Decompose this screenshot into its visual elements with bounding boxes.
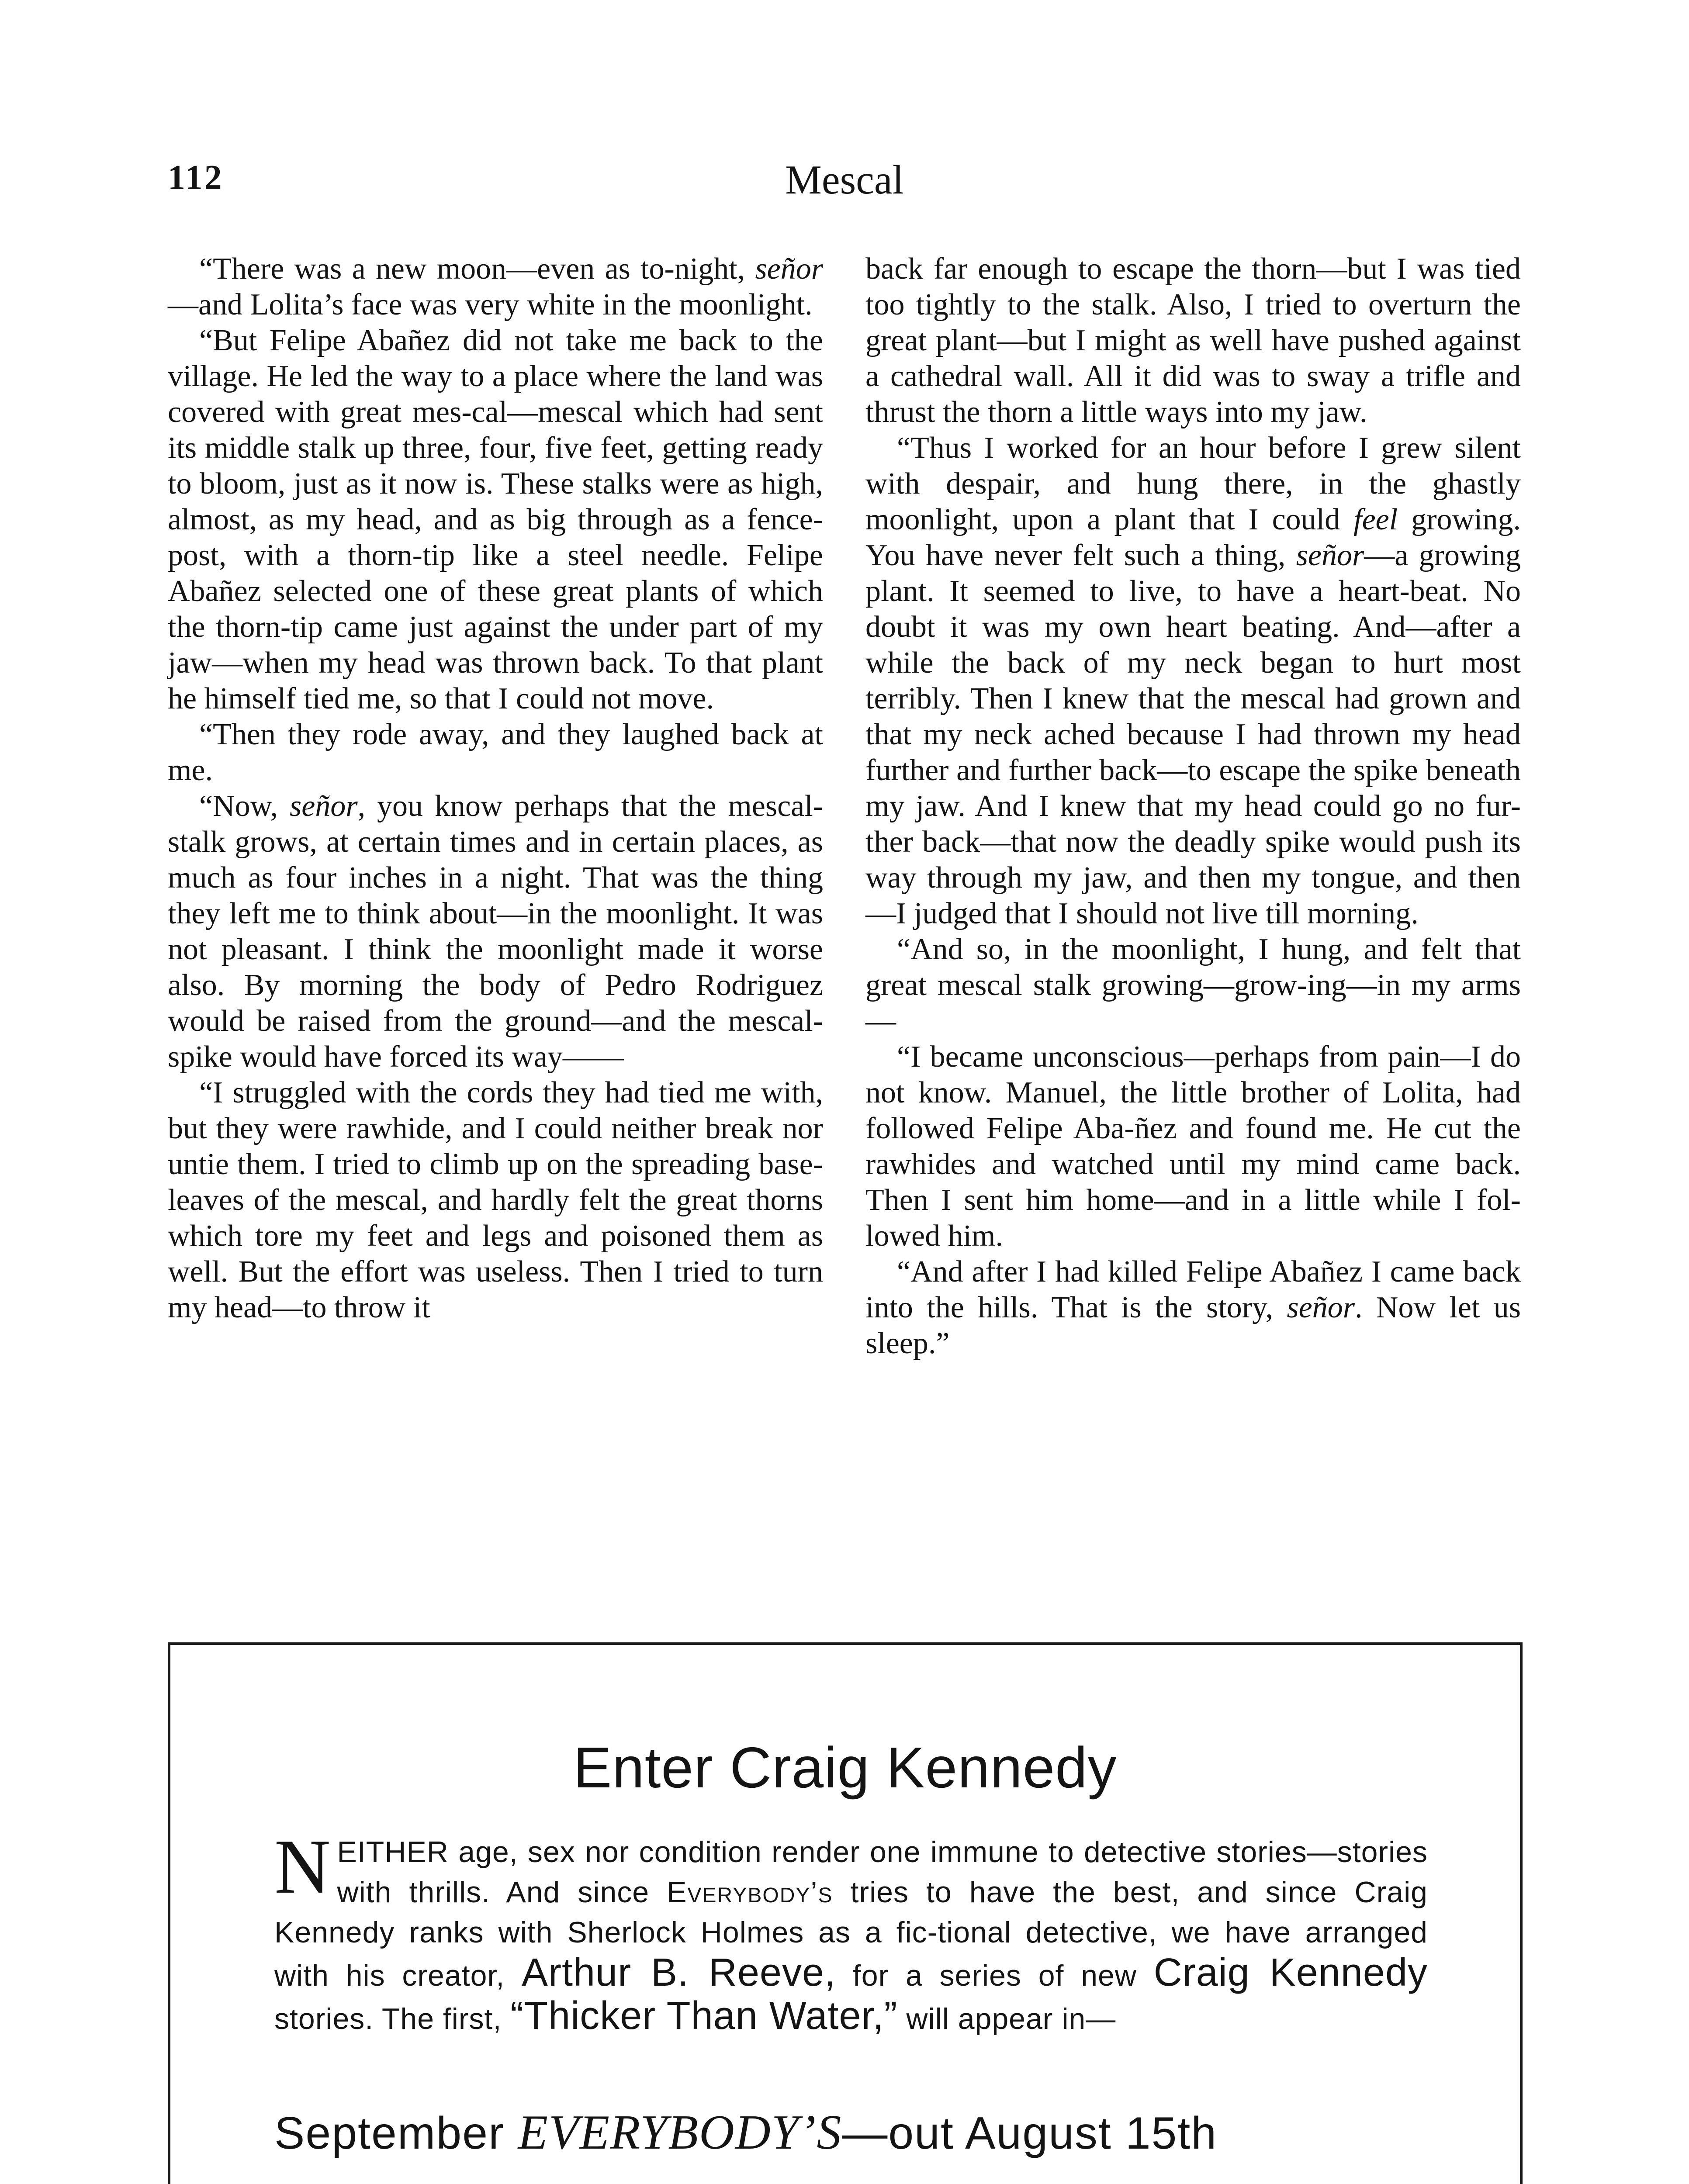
paragraph-continued: back far enough to escape the thorn—but I was tied too tightly to the stalk. Also, I tried to overturn the great plant—but I might as well have pushed against a cathedral wall. All it did was to sway a trifle and thrust the thorn a little ways into my jaw. (865, 252, 1521, 429)
author-name: Arthur B. Reeve, (521, 1951, 836, 1994)
story-column-right (865, 251, 1521, 1362)
paragraph: “But Felipe Abañez did not take me back to the village. He led the way to a place where the land was covered with great mes-cal—mescal which had sent its middle stalk up three, four, five feet, getting ready to bloom, just as it now is. These stalks were as high, almost, as my head, and as big through as a fence-post, with a thorn-tip like a steel needle. Felipe Abañez selected one of these great plants of which the thorn-tip came just against the under part of my jaw—when my head was thrown back. To that plant he himself tied me, so that I could not move. (168, 324, 823, 715)
ad-body: NEITHER age, sex nor condition render one immune to detective stories—stories with thrills. And since Everybody’s tries to have the best, and since Craig Kennedy ranks with Sherlock Holmes as a fic-tional detective, we have arranged with his creator, Arthur B. Reeve, for a series of new Craig Kennedy stories. The first, “Thicker Than Water,” will appear in— (274, 1823, 1428, 2038)
paragraph: “I struggled with the cords they had tied me with, but they were rawhide, and I could neither break nor untie them. I tried to climb up on the spreading base-leaves of the mescal, and hardly felt the great thorns which tore my feet and legs and poisoned them as well. But the effort was useless. Then I tried to turn my head—to throw it (168, 1076, 823, 1324)
advertisement-box (168, 1642, 1523, 2184)
ad-callout: September EVERYBODY’S—out August 15th (274, 2105, 1218, 2160)
story-column-left (168, 251, 823, 1326)
magazine-name: Everybody’s (667, 1876, 833, 1909)
paragraph: “Thus I worked for an hour before I grew silent with despair, and hung there, in the ghastly moonlight, upon a plant that I could feel growing. You have never felt such a thing, señor—a growing plant. It seemed to live, to have a heart-beat. No doubt it was my own heart beating. And—after a while the back of my neck began to hurt most terribly. Then I knew that the mescal had grown and that my neck ached because I had thrown my head further and further back—to escape the spike beneath my jaw. And I knew that my head could go no fur-ther back—that now the deadly spike would push its way through my jaw, and then my tongue, and then—I judged that I should not live till morning. (865, 431, 1521, 930)
drop-cap: N (274, 1823, 331, 1910)
ad-title: Enter Craig Kennedy (573, 1735, 1117, 1800)
paragraph: “Now, señor, you know perhaps that the mescal-stalk grows, at certain times and in certain places, as much as four inches in a night. That was the thing they left me to think about—in the moonlight. It was not pleasant. I think the moonlight made it worse also. By morning the body of Pedro Rodriguez would be raised from the ground—and the mescal-spike would have forced its way—— (168, 789, 823, 1074)
series-name: Craig Kennedy (1153, 1951, 1428, 1994)
running-title: Mescal (785, 157, 904, 203)
magazine-name: EVERYBODY’S (518, 2105, 842, 2160)
story-title: “Thicker Than Water,” (510, 1994, 898, 2038)
page-number: 112 (168, 159, 224, 197)
paragraph: “Then they rode away, and they laughed back at me. (168, 718, 823, 787)
paragraph: “And after I had killed Felipe Abañez I came back into the hills. That is the story, señor. Now let us sleep.” (865, 1255, 1521, 1360)
paragraph: “There was a new moon—even as to-night, señor—and Lolita’s face was very white in the moonlight. (168, 252, 823, 321)
paragraph: “And so, in the moonlight, I hung, and felt that great mescal stalk growing—grow-ing—in my arms— (865, 933, 1521, 1038)
paragraph: “I became unconscious—perhaps from pain—I do not know. Manuel, the little brother of Lolita, had followed Felipe Aba-ñez and found me. He cut the rawhides and watched until my mind came back. Then I sent him home—and in a little while I fol-lowed him. (865, 1040, 1521, 1253)
